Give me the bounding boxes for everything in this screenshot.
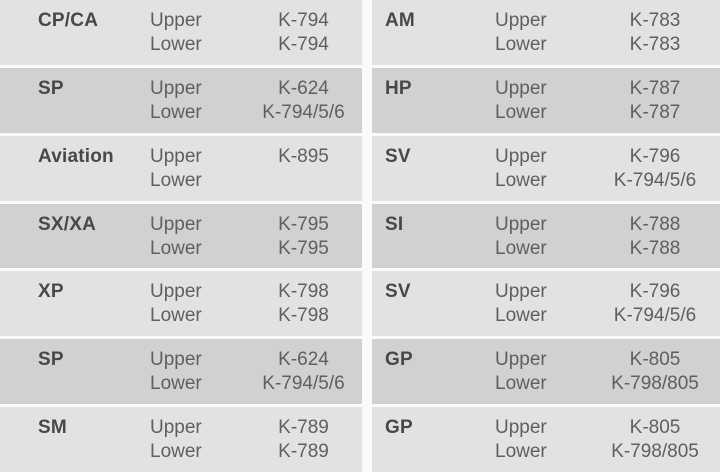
position-labels: [495, 280, 590, 336]
position-labels: [150, 145, 245, 201]
upper-kit-number: K-796: [629, 281, 681, 303]
model-label: XP: [38, 281, 64, 303]
model-label: SI: [385, 213, 404, 235]
lower-label: Lower: [150, 441, 202, 463]
upper-label: Upper: [495, 145, 547, 167]
lower-kit-number: K-794/5/6: [262, 373, 345, 395]
lower-label: Lower: [150, 237, 202, 259]
kit-numbers: [245, 348, 362, 404]
upper-label: Upper: [150, 349, 202, 371]
table-row: [372, 136, 720, 201]
kit-numbers: [590, 77, 720, 133]
position-labels: [150, 280, 245, 336]
kit-numbers: [590, 145, 720, 201]
lower-kit-number: K-795: [278, 237, 329, 259]
upper-label: Upper: [150, 213, 202, 235]
lower-label: Lower: [495, 305, 547, 327]
model-label: SP: [38, 77, 64, 99]
lower-label: Lower: [150, 169, 202, 191]
upper-label: Upper: [495, 10, 547, 31]
upper-kit-number: K-794: [278, 10, 329, 31]
position-labels: [495, 213, 590, 269]
table-row: [372, 68, 720, 133]
upper-label: Upper: [150, 10, 202, 31]
kit-numbers: [245, 280, 362, 336]
lower-kit-number: K-783: [629, 34, 681, 55]
model-label: SM: [38, 417, 67, 439]
lower-kit-number: K-794: [278, 34, 329, 55]
upper-kit-number: K-895: [278, 145, 329, 167]
table-row: [0, 271, 362, 336]
model-label: Aviation: [38, 145, 114, 167]
position-labels: [495, 348, 590, 404]
upper-label: Upper: [150, 281, 202, 303]
model-label: HP: [385, 77, 412, 99]
upper-kit-number: K-805: [629, 417, 681, 439]
kit-numbers: [590, 213, 720, 269]
table-row: [0, 68, 362, 133]
position-labels: [495, 416, 590, 472]
kit-numbers: [590, 280, 720, 336]
lower-label: Lower: [495, 237, 547, 259]
table-row: [0, 339, 362, 404]
table-row: [372, 0, 720, 65]
upper-label: Upper: [150, 417, 202, 439]
lower-label: Lower: [495, 373, 547, 395]
lower-kit-number: K-798/805: [611, 373, 699, 395]
upper-label: Upper: [495, 281, 547, 303]
kit-numbers: [590, 348, 720, 404]
position-labels: [495, 77, 590, 133]
table-row: [372, 204, 720, 269]
model-label: SP: [38, 349, 64, 371]
table-row: [0, 407, 362, 472]
lower-kit-number: [245, 169, 362, 193]
position-labels: [495, 145, 590, 201]
table-row: [0, 204, 362, 269]
lower-kit-number: K-798: [278, 305, 329, 327]
kit-numbers: [245, 145, 362, 201]
lower-label: Lower: [150, 101, 202, 123]
lower-label: Lower: [150, 305, 202, 327]
lower-label: Lower: [495, 169, 547, 191]
upper-label: Upper: [495, 77, 547, 99]
table-row: [0, 136, 362, 201]
lower-label: Lower: [495, 34, 547, 55]
model-label: CP/CA: [38, 10, 99, 31]
lower-kit-number: K-794/5/6: [613, 305, 697, 327]
upper-kit-number: K-796: [629, 145, 681, 167]
position-labels: [150, 9, 245, 65]
kit-numbers: [245, 416, 362, 472]
kit-numbers: [590, 9, 720, 65]
lower-label: Lower: [150, 34, 202, 55]
lower-kit-number: K-789: [278, 441, 329, 463]
model-label: SV: [385, 145, 411, 167]
model-label: SV: [385, 281, 411, 303]
kit-numbers: [245, 9, 362, 65]
upper-kit-number: K-789: [278, 417, 329, 439]
lower-kit-number: K-788: [629, 237, 681, 259]
upper-kit-number: K-805: [629, 349, 681, 371]
kit-numbers: [590, 416, 720, 472]
upper-label: Upper: [495, 349, 547, 371]
kit-numbers: [245, 77, 362, 133]
upper-label: Upper: [495, 213, 547, 235]
position-labels: [150, 348, 245, 404]
position-labels: [150, 416, 245, 472]
upper-kit-number: K-787: [629, 77, 681, 99]
lower-kit-number: K-787: [629, 101, 681, 123]
lower-label: Lower: [495, 441, 547, 463]
upper-kit-number: K-624: [278, 77, 329, 99]
table-right-half: [372, 0, 720, 472]
table-row: [372, 339, 720, 404]
lower-kit-number: K-794/5/6: [613, 169, 697, 191]
position-labels: [495, 9, 590, 65]
table-row: [372, 407, 720, 472]
model-label: GP: [385, 349, 413, 371]
upper-kit-number: K-798: [278, 281, 329, 303]
upper-label: Upper: [495, 417, 547, 439]
model-label: AM: [385, 10, 415, 31]
model-label: SX/XA: [38, 213, 97, 235]
upper-label: Upper: [150, 145, 202, 167]
lower-label: Lower: [150, 373, 202, 395]
model-label: GP: [385, 417, 413, 439]
upper-kit-number: K-624: [278, 349, 329, 371]
upper-kit-number: K-788: [629, 213, 681, 235]
table-row: [372, 271, 720, 336]
lower-kit-number: K-798/805: [611, 441, 699, 463]
kit-numbers: [245, 213, 362, 269]
upper-kit-number: K-783: [629, 10, 681, 31]
upper-kit-number: K-795: [278, 213, 329, 235]
position-labels: [150, 77, 245, 133]
lower-label: Lower: [495, 101, 547, 123]
upper-label: Upper: [150, 77, 202, 99]
position-labels: [150, 213, 245, 269]
table-row: [0, 0, 362, 65]
lower-kit-number: K-794/5/6: [262, 101, 345, 123]
